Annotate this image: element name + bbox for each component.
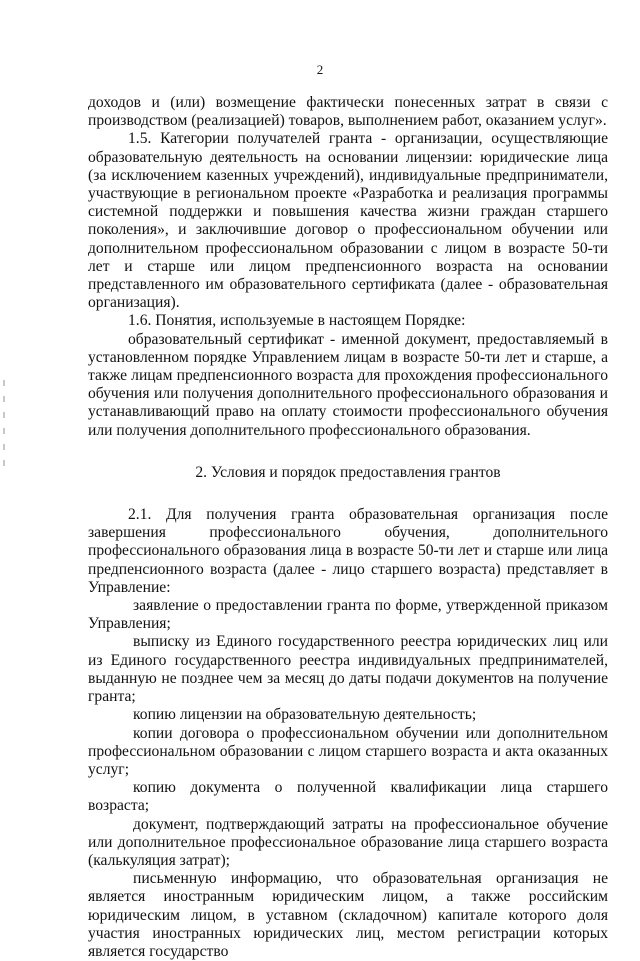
list-item: документ, подтверждающий затраты на профессиональное обучение или дополнительное профессиональное образование лица старшего возраста (калькуляция затрат);: [88, 815, 608, 869]
paragraph-2-1: 2.1. Для получения гранта образовательная организация после завершения профессионального обучения, дополнительного профессионального образования лица в возрасте 50-ти лет и старше или лица предпенсионного возраста (далее - лицо старшего возраста) представляет в Управление:: [88, 506, 608, 596]
margin-scan-marks: [3, 380, 6, 490]
list-item: копию лицензии на образовательную деятельность;: [133, 706, 477, 724]
list-item: копию документа о полученной квалификации лица старшего возраста;: [88, 779, 608, 815]
definition-certificate: образовательный сертификат - именной документ, предоставляемый в установленном порядке Управлением лицам в возрасте 50-ти лет и старше, а также лицам предпенсионного возраста для прохождения профессионального обучения или получения дополнительного профессионального образования и устанавливающий право на оплату стоимости профессионального обучения или получения дополнительного профессионального образования.: [88, 330, 608, 439]
page-number: 2: [316, 62, 324, 77]
paragraph-1-5: 1.5. Категории получателей гранта - организации, осуществляющие образовательную деятельность на основании лицензии: юридические лица (за исключением казенных учреждений), индивидуальные предприниматели, участвующие в региональном проекте «Разработка и реализация программы системной поддержки и повышения качества жизни граждан старшего поколения», и заключившие договор о профессиональном обучении или дополнительном профессиональном образовании с лицом в возрасте 50-ти лет и старше или лицом предпенсионного возраста на основании представленного им образовательного сертификата (далее - образовательная организация).: [88, 130, 608, 312]
paragraph-1-6: 1.6. Понятия, используемые в настоящем Порядке:: [128, 312, 466, 330]
document-body: [88, 94, 608, 961]
list-item: заявление о предоставлении гранта по форме, утвержденной приказом Управления;: [88, 597, 608, 633]
list-item: копии договора о профессиональном обучении или дополнительном профессиональном образовании с лицом старшего возраста и акта оказанных услуг;: [88, 724, 608, 778]
list-item: выписку из Единого государственного реестра юридических лиц или из Единого государственного реестра индивидуальных предпринимателей, выданную не позднее чем за месяц до даты подачи документов на получение гранта;: [88, 633, 608, 706]
section-heading-2: 2. Условия и порядок предоставления грантов: [195, 463, 501, 481]
paragraph-continuation: доходов и (или) возмещение фактически понесенных затрат в связи с производством (реализацией) товаров, выполнением работ, оказанием услуг».: [88, 94, 608, 130]
list-item: письменную информацию, что образовательная организация не является иностранным юридическим лицом, а также российским юридическим лицом, в уставном (складочном) капитале которого доля участия иностранных юридических лиц, местом регистрации которых является государство: [88, 870, 608, 960]
